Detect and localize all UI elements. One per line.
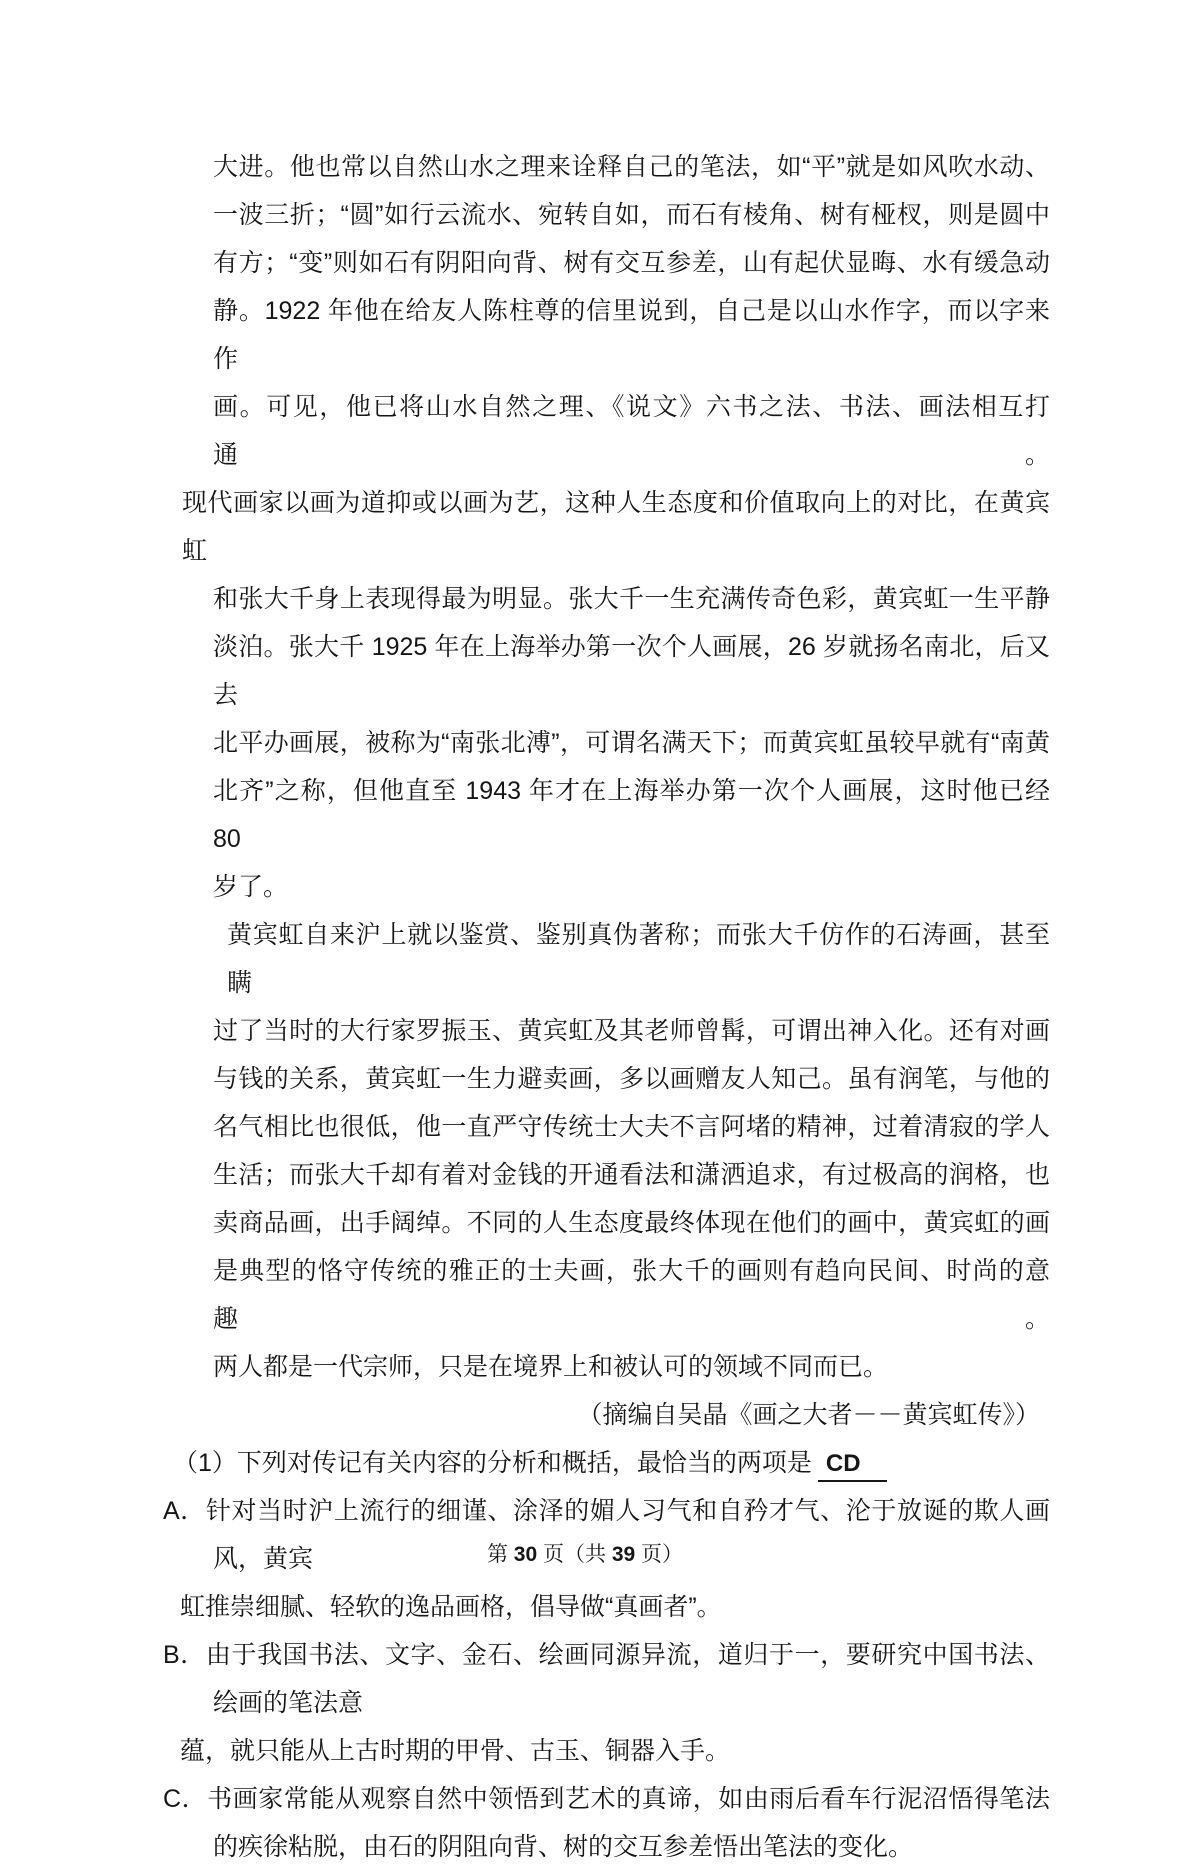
line-text: 名气相比也很低，他一直严守传统士大夫不言阿堵的精神，过着清寂的学人 [213,1113,1050,1141]
line-text: 过了当时的大行家罗振玉、黄宾虹及其老师曾髯，可谓出神入化。还有对画 [213,1017,1050,1045]
text-line [182,479,1050,575]
text-line [213,623,1050,719]
text-line [213,767,1050,863]
line-text: C．书画家常能从观察自然中领悟到艺术的真谛，如由雨后看车行泥沼悟得笔法 [163,1785,1050,1813]
line-text: （摘编自吴晶《画之大者－－黄宾虹传》） [577,1401,1040,1429]
page-footer [0,1540,1170,1570]
line-text: 黄宾虹自来沪上就以鉴赏、鉴别真伪著称；而张大千仿作的石涛画，甚至瞒 [227,921,1050,997]
line-text: 生活；而张大千却有着对金钱的开通看法和潇洒追求，有过极高的润格，也 [213,1161,1050,1189]
footer-text: 页（共 [537,1543,612,1566]
text-line [213,1055,1050,1103]
footer-text: 页） [635,1543,684,1566]
text-line [213,1247,1050,1343]
option-line-c [163,1775,1050,1823]
text-line [213,383,1050,479]
page-number: 30 [513,1543,538,1566]
answer-blank: CD [818,1449,887,1482]
question-line [173,1439,1050,1487]
text-line [213,719,1050,767]
text-line [180,1727,1050,1775]
line-text: 与钱的关系，黄宾虹一生力避卖画，多以画赠友人知己。虽有润笔，与他的 [213,1065,1050,1093]
citation-line [0,1391,1040,1439]
line-text: 是典型的恪守传统的雅正的士夫画，张大千的画则有趋向民间、时尚的意趣。 [213,1257,1050,1333]
line-text: 卖商品画，出手阔绰。不同的人生态度最终体现在他们的画中，黄宾虹的画 [213,1209,1050,1237]
line-text: 绘画的笔法意 [213,1689,364,1717]
text-line [213,1103,1050,1151]
line-text: 北齐”之称，但他直至 1943 年才在上海举办第一次个人画展，这时他已经 80 [213,777,1050,853]
line-text: 一波三折；“圆”如行云流水、宛转自如，而石有棱角、树有桠杈，则是圆中 [213,201,1050,229]
line-text: 北平办画展，被称为“南张北溥”，可谓名满天下；而黄宾虹虽较早就有“南黄 [213,729,1050,757]
text-line [227,911,1050,1007]
line-text: 有方；“变”则如石有阴阳向背、树有交互参差，山有起伏显晦、水有缓急动 [213,249,1050,277]
text-line [213,863,1050,911]
text-line [213,575,1050,623]
line-text: 两人都是一代宗师，只是在境界上和被认可的领域不同而已。 [213,1353,889,1381]
line-text: 和张大千身上表现得最为明显。张大千一生充满传奇色彩，黄宾虹一生平静 [213,585,1050,613]
line-text: 大进。他也常以自然山水之理来诠释自己的笔法，如“平”就是如风吹水动、 [213,153,1050,181]
text-line [213,1151,1050,1199]
text-line [213,1679,1050,1727]
option-line-b [163,1631,1050,1679]
line-text: 虹推崇细腻、轻软的逸品画格，倡导做“真画者”。 [180,1593,722,1621]
footer-text: 第 [486,1543,514,1566]
text-line [213,191,1050,239]
line-text: 现代画家以画为道抑或以画为艺，这种人生态度和价值取向上的对比，在黄宾虹 [182,489,1050,565]
text-line [213,239,1050,287]
line-text: （1）下列对传记有关内容的分析和概括，最恰当的两项是 [173,1449,812,1477]
text-line [213,287,1050,383]
line-text: 画。可见，他已将山水自然之理、《说文》六书之法、书法、画法相互打通。 [213,393,1050,469]
text-line [180,1583,1050,1631]
text-line [213,1007,1050,1055]
text-line [213,143,1050,191]
line-text: 风，黄宾 [213,1545,314,1573]
line-text: 淡泊。张大千 1925 年在上海举办第一次个人画展，26 岁就扬名南北，后又去 [213,633,1050,709]
option-line-a [163,1487,1050,1535]
text-line [213,1823,1050,1871]
page-number: 39 [611,1543,636,1566]
line-text: B．由于我国书法、文字、金石、绘画同源异流，道归于一，要研究中国书法、 [163,1641,1050,1669]
text-line [213,1343,1050,1391]
line-text: 蕴，就只能从上古时期的甲骨、古玉、铜器入手。 [180,1737,731,1765]
line-text: A．针对当时沪上流行的细谨、涂泽的媚人习气和自矜才气、沦于放诞的欺人画 [163,1497,1050,1525]
text-content [0,143,1050,1871]
text-line [213,1199,1050,1247]
line-text: 静。1922 年他在给友人陈柱尊的信里说到，自己是以山水作字，而以字来作 [213,297,1050,373]
line-text: 岁了。 [213,873,289,901]
line-text: 的疾徐粘脱，由石的阴阻向背、树的交互参差悟出笔法的变化。 [213,1833,914,1861]
